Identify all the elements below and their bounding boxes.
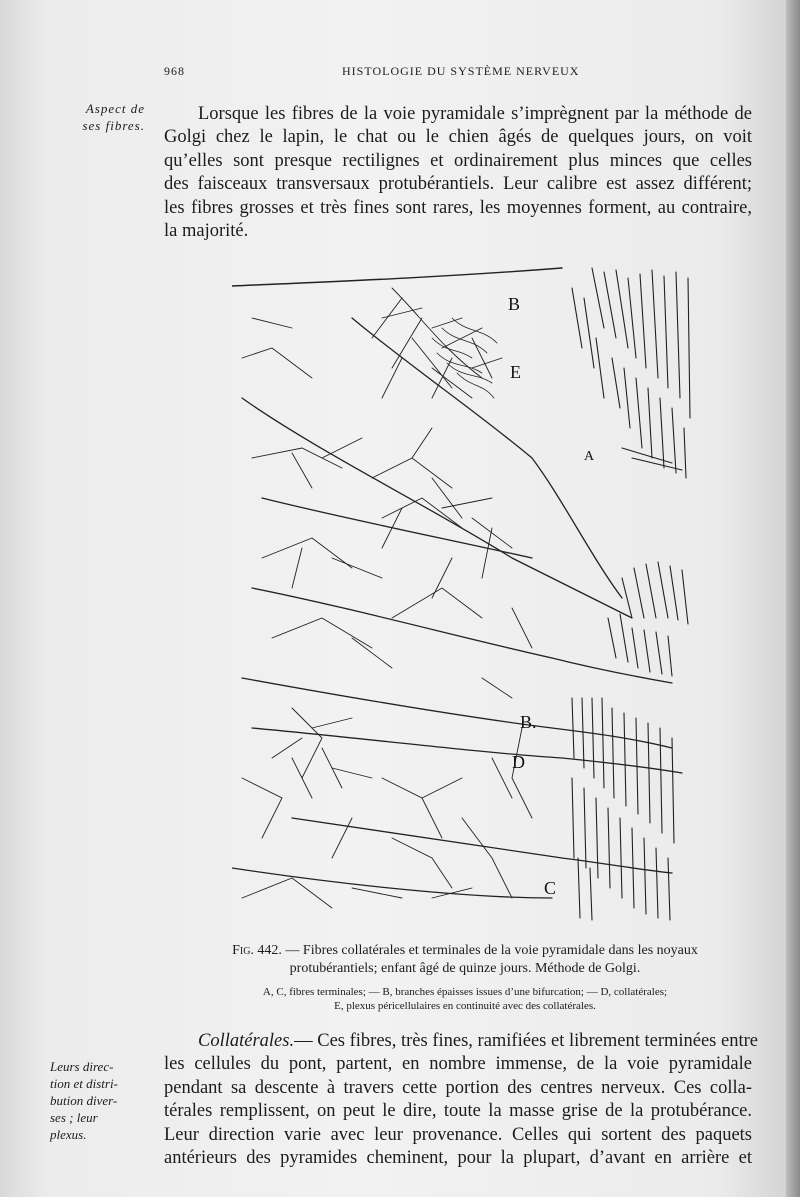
figure-label-a: A	[584, 449, 595, 464]
margin-note-bottom	[50, 1058, 150, 1143]
pericellular-plexus	[432, 318, 497, 398]
text-line: des faisceaux transversaux protubérantiels. Leur calibre est assez différent;	[164, 174, 752, 195]
paragraph-fibres	[164, 103, 752, 243]
main-fibres	[232, 318, 682, 898]
page-header	[0, 64, 800, 86]
legend-line: A, C, fibres terminales; — B, branches épaisses issues d’une bifurcation; — D, collatérales;	[262, 986, 668, 998]
text-line: pendant sa descente à travers cette portion des centres nerveux. Ces colla-	[164, 1077, 752, 1098]
text-line: les fibres grosses et très fines sont rares, les moyennes forment, au contraire,	[164, 197, 752, 218]
text-line	[164, 1030, 758, 1053]
margin-note-line: ses ; leur	[50, 1110, 98, 1125]
caption-line: protubérantiels; enfant âgé de quinze jours. Méthode de Golgi.	[289, 961, 641, 976]
figure-label-c: C	[544, 878, 557, 898]
text-line: Golgi chez le lapin, le chat ou le chien âgés de quelques jours, on voit	[164, 127, 752, 148]
margin-note-line: Aspect de	[85, 101, 145, 116]
figure-number: Fig. 442.	[232, 943, 282, 958]
lower-fibre-bundle	[572, 562, 688, 920]
upper-fibre-bundle	[572, 268, 690, 478]
margin-note-line: tion et distri-	[50, 1076, 118, 1091]
text-line: Leur direction varie avec leur provenance. Celles qui sortent des paquets	[164, 1124, 752, 1145]
margin-note-line: Leurs direc-	[50, 1059, 114, 1074]
paragraph-collaterales	[164, 1030, 758, 1170]
text-line: la majorité.	[164, 221, 249, 242]
margin-note-line: plexus.	[50, 1127, 87, 1142]
figure-label-d: D	[512, 752, 525, 772]
text-line: les cellules du pont, partent, en nombre immense, de la voie pyramidale	[164, 1054, 752, 1075]
margin-note-top	[50, 100, 145, 134]
margin-note-line: bution diver-	[50, 1093, 118, 1108]
text-fragment: — Ces fibres, très fines, ramifiées et librement terminées entre	[294, 1031, 758, 1051]
figure-caption	[150, 942, 780, 978]
text-line: antérieurs des pyramides cheminent, pour la plupart, d’avant en arrière et	[164, 1148, 752, 1169]
section-lead: Collatérales.	[198, 1031, 295, 1051]
running-title: HISTOLOGIE DU SYSTÈME NERVEUX	[342, 64, 580, 78]
legend-line: E, plexus péricellulaires en continuité avec des collatérales.	[334, 1000, 596, 1012]
text-line: térales remplissent, on peut le dire, toute la masse grise de la protubérance.	[164, 1101, 752, 1122]
figure-label-b-lower: B.	[520, 712, 537, 732]
text-line: Lorsque les fibres de la voie pyramidale s’imprègnent par la méthode de	[198, 104, 752, 124]
page-number: 968	[164, 64, 185, 78]
caption-line: — Fibres collatérales et terminales de la voie pyramidale dans les noyaux	[285, 943, 698, 958]
figure-label-e: E	[510, 362, 521, 382]
figure-label-b-top: B	[508, 294, 521, 314]
page-edge	[786, 0, 800, 1197]
text-line: qu’elles sont presque rectilignes et ordinairement plus minces que celles	[164, 150, 752, 171]
margin-note-line: ses fibres.	[82, 118, 145, 133]
figure-442-illustration	[232, 258, 702, 928]
figure-legend	[150, 985, 780, 1013]
